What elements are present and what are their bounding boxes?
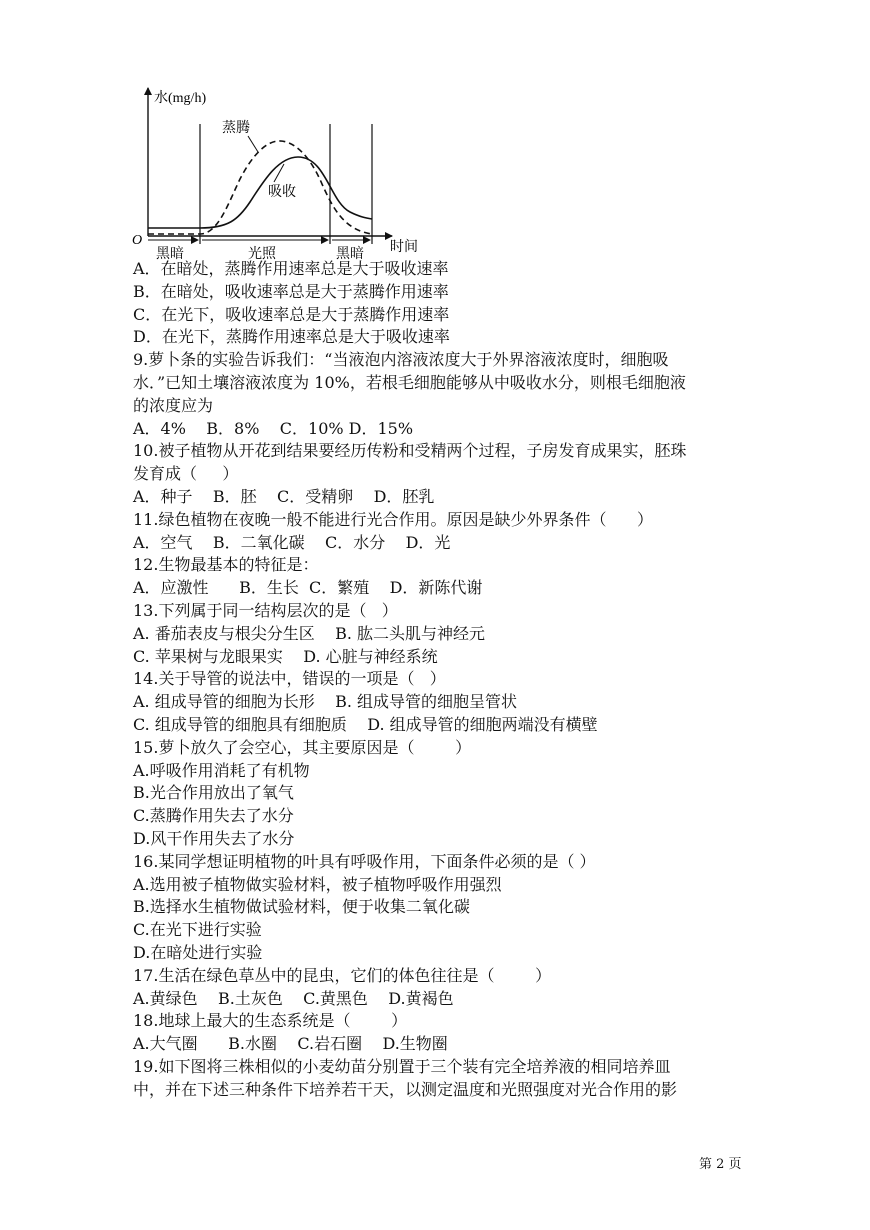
text-line: A. 组成导管的细胞为长形 B. 组成导管的细胞呈管状 bbox=[133, 692, 518, 712]
text-line: A．空气 B．二氧化碳 C．水分 D．光 bbox=[133, 532, 451, 552]
page-number: 第 2 页 bbox=[699, 1157, 742, 1172]
text-line: A．4% B．8% C．10% D．15% bbox=[133, 418, 414, 438]
text-line: A．在暗处，蒸腾作用速率总是大于吸收速率 bbox=[133, 259, 449, 278]
text-line: A.选用被子植物做实验材料，被子植物呼吸作用强烈 bbox=[133, 874, 502, 894]
transpiration-pointer bbox=[248, 136, 258, 152]
text-line: 发育成（ ） bbox=[133, 464, 239, 484]
period-label-dark2: 黑暗 bbox=[336, 247, 364, 262]
text-line: 14.关于导管的说法中，错误的一项是（ ） bbox=[133, 669, 446, 689]
x-axis-label: 时间 bbox=[390, 240, 418, 255]
text-line: B．在暗处，吸收速率总是大于蒸腾作用速率 bbox=[133, 281, 449, 301]
transpiration-absorption-figure bbox=[128, 84, 428, 264]
text-line: D.在暗处进行实验 bbox=[133, 942, 263, 962]
text-line: 15.萝卜放久了会空心，其主要原因是（ ） bbox=[133, 737, 472, 757]
text-line: 19.如下图将三株相似的小麦幼苗分别置于三个装有完全培养液的相同培养皿 bbox=[133, 1056, 671, 1076]
text-line: C．在光下，吸收速率总是大于蒸腾作用速率 bbox=[133, 304, 450, 324]
text-line: 16.某同学想证明植物的叶具有呼吸作用，下面条件必须的是（ ） bbox=[133, 851, 596, 871]
text-line: D.风干作用失去了水分 bbox=[133, 828, 295, 848]
text-line: 13.下列属于同一结构层次的是（ ） bbox=[133, 600, 398, 620]
text-line: 10.被子植物从开花到结果要经历传粉和受精两个过程，子房发育成果实，胚珠 bbox=[133, 441, 687, 461]
text-line: A.呼吸作用消耗了有机物 bbox=[133, 760, 310, 780]
transpiration-label: 蒸腾 bbox=[222, 121, 250, 136]
absorption-label: 吸收 bbox=[268, 185, 296, 200]
text-line: C. 组成导管的细胞具有细胞质 D. 组成导管的细胞两端没有横壁 bbox=[133, 714, 598, 734]
period-label-dark1: 黑暗 bbox=[156, 247, 184, 262]
absorption-curve bbox=[148, 157, 372, 228]
text-line: A.大气圈 B.水圈 C.岩石圈 D.生物圈 bbox=[133, 1034, 448, 1054]
origin-label: O bbox=[132, 233, 143, 248]
period-label-light: 光照 bbox=[248, 247, 276, 262]
text-line: A.黄绿色 B.土灰色 C.黄黑色 D.黄褐色 bbox=[133, 988, 454, 1008]
text-line: C.在光下进行实验 bbox=[133, 920, 262, 940]
text-line: D．在光下，蒸腾作用速率总是大于吸收速率 bbox=[133, 327, 450, 347]
text-line: C. 苹果树与龙眼果实 D. 心脏与神经系统 bbox=[133, 646, 438, 666]
text-line: 9.萝卜条的实验告诉我们：“当液泡内溶液浓度大于外界溶液浓度时，细胞吸 bbox=[133, 350, 669, 370]
question-text-block bbox=[133, 258, 773, 1101]
text-line: A. 番茄表皮与根尖分生区 B. 肱二头肌与神经元 bbox=[133, 623, 486, 643]
text-line: A．种子 B．胚 C．受精卵 D．胚乳 bbox=[133, 486, 435, 506]
text-line: 18.地球上最大的生态系统是（ ） bbox=[133, 1011, 408, 1031]
text-line: 12.生物最基本的特征是： bbox=[133, 555, 319, 575]
text-line: 17.生活在绿色草丛中的昆虫，它们的体色往往是（ ） bbox=[133, 965, 552, 985]
text-line: C.蒸腾作用失去了水分 bbox=[133, 806, 294, 826]
text-line: B.光合作用放出了氧气 bbox=[133, 783, 294, 803]
text-line: 中，并在下述三种条件下培养若干天，以测定温度和光照强度对光合作用的影 bbox=[133, 1079, 678, 1099]
text-line: 的浓度应为 bbox=[133, 395, 214, 415]
text-line: B.选择水生植物做试验材料，便于收集二氧化碳 bbox=[133, 897, 470, 917]
text-line: 水．”已知土壤溶液浓度为 10%，若根毛细胞能够从中吸收水分，则根毛细胞液 bbox=[133, 372, 686, 392]
text-line: 11.绿色植物在夜晚一般不能进行光合作用。原因是缺少外界条件（ ） bbox=[133, 509, 653, 529]
text-line: A．应激性 B．生长 C．繁殖 D．新陈代谢 bbox=[133, 578, 483, 598]
y-axis-label: 水(mg/h) bbox=[154, 91, 207, 106]
